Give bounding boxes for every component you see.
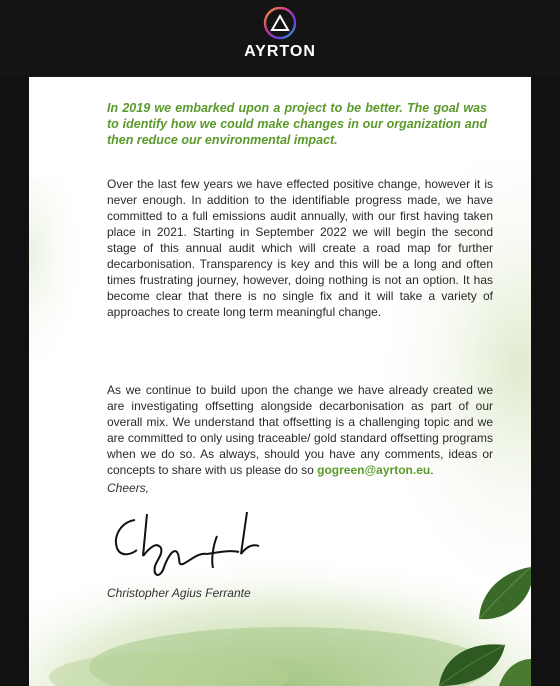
paragraph-1: Over the last few years we have effected positive change, however it is never enough. In addition to the identifiable progress made, we have committed to a full emissions audit annually, with our first having taken place in 2021. Starting in September 2022 we will begin the second stage of this annual audit which will create a road map for further decarbonisation. Transparency is key and this will be a long and often times frustrating journey, however, doing nothing is not an option. It has become clear that there is no single fix and it will take a variety of approaches to create long term meaningful change. [107,177,493,319]
brand-name: AYRTON [244,43,316,60]
ayrton-triangle-logo-icon [263,6,297,40]
signer-name: Christopher Agius Ferrante [107,586,251,600]
handwritten-signature [107,506,277,586]
email-link[interactable]: gogreen@ayrton.eu [317,463,431,477]
leaves-decoration [409,557,531,686]
paragraph-2-text: As we continue to build upon the change we have already created we are investigating offsetting alongside decarbonisation as part of our overall mix. We understand that offsetting is a challenging topic and we are committed to only using traceable/ gold standard offsetting programs when we do so. As always, should you have any comments, ideas or concepts to share with us please do so [107,383,493,477]
letter-page [29,77,531,686]
intro-heading: In 2019 we embarked upon a project to be better. The goal was to identify how we could make changes in our organization and then reduce our environmental impact. [107,101,487,147]
paragraph-2 [107,382,493,478]
paragraph-2-end: . [430,463,434,477]
sign-off: Cheers, [107,481,150,495]
header-bar [0,0,560,77]
